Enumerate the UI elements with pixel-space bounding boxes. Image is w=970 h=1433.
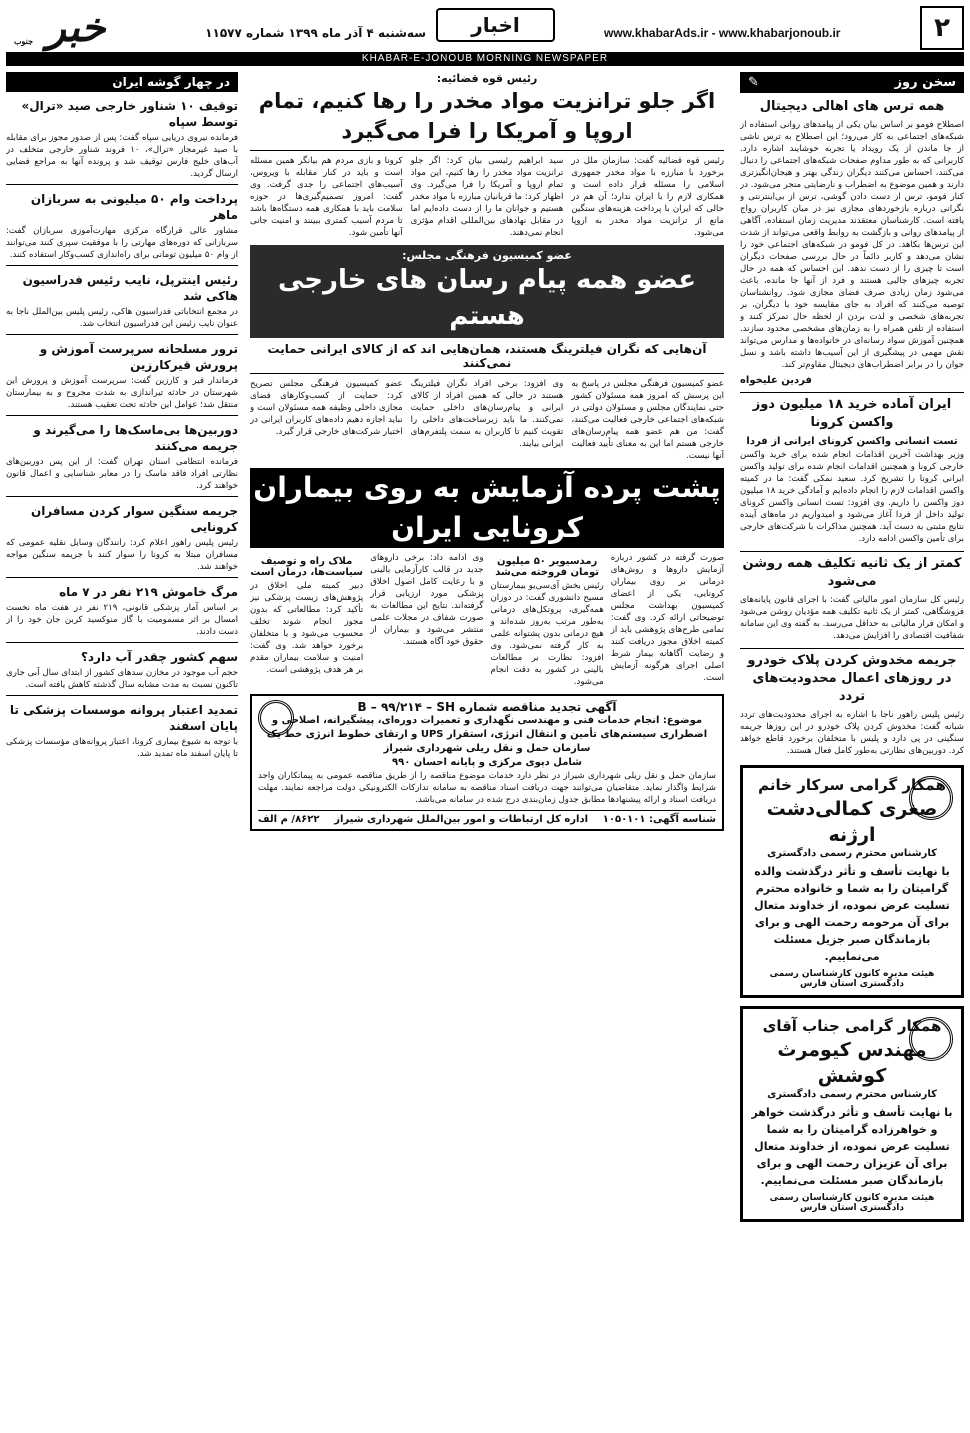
news-divider: [6, 415, 238, 416]
vaccine-body: وزیر بهداشت آخرین اقدامات انجام شده برای خرید واکسن خارجی کرونا و همچنین اقدامات انجام شده برای تولید واکسن ایرانی کرونا را تشریح کرد. سعید نمکی گفت: ما در کمیته واکسن اقدامات لازم را انجام داده‌ایم و آمادگی خرید ۱۸ میلیون دوز واکسن را داریم. وی افزود: تست انسانی واکسن کرونای تولید داخل از فردا آغاز می‌شود و امیدواریم در ماه‌های آینده نتایج مثبتی به دست آید. همچنین مذاکرات با شرکت‌های خارجی برای تأمین واکسن ادامه دارد.: [740, 450, 964, 544]
news-divider: [6, 184, 238, 185]
news-divider: [6, 265, 238, 266]
news-item-headline: توقیف ۱۰ شناور خارجی صید «ترال» توسط سپاه: [21, 99, 238, 129]
news-item-body: در مجمع انتخاباتی فدراسیون هاکی، رئیس پلیس بین‌الملل ناجا به عنوان نایب رئیس این فدراسیون انتخاب شد.: [6, 307, 238, 329]
news-divider: [6, 334, 238, 335]
opinion-tab-label: سخن روز: [894, 75, 956, 90]
association-emblem-icon: [909, 776, 953, 820]
covid-trial-headline: پشت پرده آزمایش به روی بیماران کرونایی ایران: [250, 468, 724, 548]
report-col-1: صورت گرفته در کشور درباره آزمایش داروها و روش‌های درمانی بر روی بیماران کرونایی، یکی از اعضای کمیسیون بهداشت مجلس توضیحاتی ارائه کرد. وی گفت: تمامی طرح‌های پژوهشی باید از کمیته اخلاق مجوز دریافت کنند و رضایت آگاهانه بیمار شرط اصلی اجرای هرگونه آزمایش است.: [610, 553, 724, 683]
strapline: KHABAR-E-JONOUB MORNING NEWSPAPER: [6, 52, 964, 66]
masthead: [6, 3, 964, 51]
notice-role: کارشناس محترم رسمی دادگستری: [767, 848, 937, 859]
covid-trial-article: [250, 552, 724, 688]
lead-body-1: رئیس قوه قضائیه گفت: سازمان ملل در برخورد با مبارزه با مواد مخدر جمهوری اسلامی را مسئله قرار داده است و همکاری لازم را با ایران ندارد؛ آن هم در حالی که ایران با پرداخت هزینه‌های سنگین مانع از ترانزیت مواد مخدر به اروپا می‌شود.: [571, 156, 724, 238]
report-inner-head-2: ملاک راه و توصیف سیاست‌ها، درمان است: [250, 556, 363, 578]
condolence-notice-2: [740, 1006, 964, 1222]
notice-body: با نهایت تأسف و تأثر درگذشت والده گرامیتان را به شما و خانواده محترم تسلیت عرض نموده، از خداوند متعال برای آن مرحومه رحمت الهی و برای بازماندگان صبر جزیل مسئلت می‌نماییم.: [754, 865, 950, 963]
news-item-headline: ترور مسلحانه سرپرست آموزش و پرورش قیرکارزین: [39, 342, 238, 372]
messenger-body-3: عضو کمیسیون فرهنگی مجلس تصریح کرد: حمایت از کسب‌وکارهای فضای مجازی داخلی وظیفه همه مسئولان است و نباید اجازه دهیم داده‌های کاربران ایرانی در اختیار شرکت‌های خارجی قرار گیرد.: [250, 379, 403, 437]
news-item-body: رئیس پلیس راهور اعلام کرد: رانندگان وسایل نقلیه عمومی که مسافران مبتلا به کرونا را سوار کنند با جریمه سنگین مواجه خواهند شد.: [6, 538, 238, 572]
report-inner-head-1: رمدسیویر ۵۰ میلیون تومان فروخته می‌شد: [495, 556, 599, 578]
right-column: [740, 72, 964, 1429]
news-item-headline: دوربین‌ها بی‌ماسک‌ها را می‌گیرند و جریمه می‌کنند: [33, 423, 238, 453]
news-item-headline: سهم کشور چقدر آب دارد؟: [80, 650, 238, 664]
messenger-article: [250, 378, 724, 462]
news-item-headline: جریمه سنگین سوار کردن مسافران کرونایی: [30, 504, 238, 534]
tender-footer: [258, 810, 716, 825]
regional-news-list: [6, 98, 238, 760]
logo-sub: جنوب: [14, 36, 34, 46]
tender-ref: ۸۶۲۲/ م الف: [258, 814, 320, 825]
news-divider: [6, 496, 238, 497]
tender-office: اداره کل ارتباطات و امور بین‌الملل شهرداری شیراز: [334, 814, 589, 825]
messenger-body-2: وی افزود: برخی افراد نگران فیلترینگ هستند در حالی که همین افراد از کالای ایرانی و پیام‌رسان‌های داخلی حمایت نمی‌کنند. ما باید زیرساخت‌های داخلی را تقویت کنیم تا کاربران به سمت پلتفرم‌های ایرانی بیایند.: [410, 379, 564, 449]
news-item-body: فرماندار قیر و کارزین گفت: سرپرست آموزش و پرورش این شهرستان در حادثه تیراندازی به شدت مجروح و به بیمارستان منتقل شد؛ عوامل این حادثه تحت تعقیب هستند.: [6, 376, 238, 410]
notice-role: کارشناس محترم رسمی دادگستری: [767, 1089, 937, 1100]
plate-fine-body: رئیس پلیس راهور ناجا با اشاره به اجرای محدودیت‌های تردد شبانه گفت: مخدوش کردن پلاک خودرو در این روزها جریمه سنگینی در پی دارد و پلیس با متخلفان برخورد قاطع خواهد کرد. دوربین‌های نظارتی به‌طور کامل فعال هستند.: [740, 710, 964, 756]
lead-body-2: سید ابراهیم رئیسی بیان کرد: اگر جلو ترانزیت مواد مخدر را رها کنیم، این مواد تمام اروپا و آمریکا را فرا می‌گیرد. وی اظهار کرد: ما قربانیان مبارزه با مواد مخدر هستیم و جوانان ما را از دست داده‌ایم اما در مقابل نهادهای بین‌المللی اقدام مؤثری انجام نمی‌دهند.: [410, 156, 564, 238]
news-divider: [6, 695, 238, 696]
report-col-2: رئیس بخش آی‌سی‌یو بیمارستان مسیح دانشوری گفت: در دوران همه‌گیری، پروتکل‌های درمانی به‌طور مرتب به‌روز شده‌اند و هیچ درمانی بدون پشتوانه علمی به کار گرفته نمی‌شود. وی افزود: نظارت بر مطالعات بالینی در کشور به دقت انجام می‌شود.: [490, 581, 604, 687]
regional-news-tab: در چهار گوشه ایران: [6, 72, 238, 92]
notice-name: مهندس کیومرث کوشش: [777, 1039, 927, 1087]
news-item-body: بر اساس آمار پزشکی قانونی، ۲۱۹ نفر در هفت ماه نخست امسال بر اثر مسمومیت با گاز منوکسید کربن جان خود را از دست دادند.: [6, 603, 238, 637]
notice-signature: هیئت مدیره کانون کارشناسان رسمی دادگستری استان فارس: [769, 969, 935, 989]
plate-fine-headline: جریمه مخدوش کردن پلاک خودرو در روزهای اعمال محدودیت‌های تردد: [740, 648, 964, 706]
tender-subject: موضوع: انجام خدمات فنی و مهندسی نگهداری و تعمیرات دوره‌ای، پیشگیرانه، اصلاحی و اضطراری سیستم‌های تأمین و انتقال انرژی، استقرار UPS و ارتقای خطوط انرژی خط یک سازمان حمل و نقل ریلی شهرداری شیراز: [266, 715, 708, 754]
lead-article: [250, 155, 724, 239]
news-divider: [6, 642, 238, 643]
news-item-headline: تمدید اعتبار پروانه موسسات پزشکی تا پایان اسفند: [9, 703, 238, 733]
municipality-emblem-icon: [258, 700, 294, 736]
news-item-body: فرمانده انتظامی استان تهران گفت: از این پس دوربین‌های نظارتی افراد فاقد ماسک را در معابر شناسایی و اعمال قانون خواهند کرد.: [6, 457, 238, 491]
pen-icon: ✎: [748, 75, 759, 90]
tender-location: شامل دپوی مرکزی و پایانه احسان ۹۹۰: [392, 757, 582, 768]
association-emblem-icon: [909, 1017, 953, 1061]
news-item-body: با توجه به شیوع بیماری کرونا، اعتبار پروانه‌های مؤسسات پزشکی تا پایان اسفند ماه تمدید شد.: [6, 737, 238, 759]
vaccine-headline: ایران آماده خرید ۱۸ میلیون دوز واکسن کرونا: [740, 392, 964, 432]
tender-advertisement: [250, 694, 724, 831]
opinion-body: اصطلاح فومو بر اساس بیان یکی از پیامدهای روانی استفاده از شبکه‌های اجتماعی به کار می‌رود؛ این اصطلاح به ترس ناشی از جا ماندن از یک رویداد یا تجربه خوشایند اشاره دارد. کاربرانی که به طور مداوم صفحات شبکه‌های اجتماعی را دنبال می‌کنند، احساس می‌کنند دیگران زندگی بهتر و هیجان‌انگیزتری دارند و همین موضوع به اضطراب و نارضایتی منجر می‌شود. در کنار فومو، ترس از دست دادن گوشی، ترس از بی‌اینترنتی و نگرانی درباره بازخوردهای مجازی نیز در میان کاربران رواج یافته است. کارشناسان معتقدند مدیریت زمان استفاده، آگاهی از پیامدهای روانی و بازگشت به روابط واقعی می‌تواند از شدت این ترس‌ها بکاهد. در کل فومو در شبکه‌های اجتماعی خود را نشان می‌دهد و کاربر دائماً در حال بررسی صفحات دیگران است تا چیزی را از دست ندهد. این احساس که همه در حال تجربه چیزهای جالبی هستند و فرد از آنها جا مانده، باعث می‌شود زمان زیادی صرف فضای مجازی شود. روانشناسان توصیه می‌کنند که افراد به جای مقایسه خود با دیگران، بر تجربه‌های شخصی و لذت بردن از لحظه حال تمرکز کنند و استفاده از تلفن همراه را به زمان‌های مشخصی محدود سازند. همچنین آموزش سواد رسانه‌ای در خانواده‌ها و مدارس می‌تواند نقش مهمی در پیشگیری از این آسیب‌ها داشته باشد و نسل جوان را در برابر اضطراب‌های دیجیتال مقاوم‌تر کند.: [740, 120, 964, 370]
logo-text: خبر: [46, 3, 106, 51]
center-column: [250, 72, 724, 1429]
news-divider: [6, 577, 238, 578]
section-title: اخبار: [436, 8, 555, 42]
vaccine-subhead: تست انسانی واکسن کرونای ایرانی از فردا: [746, 436, 958, 447]
news-item-body: فرمانده نیروی دریایی سپاه گفت: پس از صدور مجوز برای مقابله با صید غیرمجاز «ترال»، ۱۰ فروند شناور خارجی متخلف در آب‌های خلیج فارس توقیف شد و پرونده آنها به مراجع قضایی ارسال گردید.: [6, 133, 238, 179]
lead-body-3: کرونا و بازی مردم هم بیانگر همین مسئله است و باید در کنار مقابله با ویروس، آسیب‌های اجتماعی را جدی گرفت. وی گفت: امروز تصمیم‌گیری‌ها در حوزه سلامت باید با همکاری همه دستگاه‌ها باشد تا مردم آسیب کمتری ببینند و امنیت جانی آنها تأمین شود.: [250, 156, 403, 238]
opinion-author: فردین علیخواه: [740, 375, 812, 386]
tax-body: رئیس کل سازمان امور مالیاتی گفت: با اجرای قانون پایانه‌های فروشگاهی، کمتر از یک ثانیه تکلیف همه مؤدیان روشن می‌شود و امکان فرار مالیاتی به حداقل می‌رسد. به گفته وی این سامانه شفافیت اقتصادی را افزایش می‌دهد.: [740, 595, 964, 641]
notice-name: صغری کمالی‌دشت ارژنه: [766, 798, 938, 846]
opinion-headline: همه ترس های اهالی دیجیتال: [759, 99, 945, 114]
condolence-notice-1: [740, 765, 964, 998]
news-item-headline: مرگ خاموش ۲۱۹ نفر در ۷ ماه: [59, 585, 238, 599]
tender-title: آگهی تجدید مناقصه شماره B – ۹۹/۲۱۴ – SH: [357, 700, 617, 714]
page-number: ۲: [920, 6, 964, 50]
notice-title: همکار گرامی جناب آقای: [762, 1017, 942, 1035]
notice-title: همکار گرامی سرکار خانم: [758, 776, 946, 794]
news-item-headline: رئیس اینترپل، نایب رئیس فدراسیون هاکی شد: [22, 273, 238, 303]
opinion-tab: [740, 72, 964, 93]
news-item-headline: پرداخت وام ۵۰ میلیونی به سربازان ماهر: [30, 192, 238, 222]
messenger-body-1: عضو کمیسیون فرهنگی مجلس در پاسخ به این پرسش که امروز همه مسئولان کشور حتی نمایندگان مجلس و مسئولان دولتی در شبکه‌های اجتماعی خارجی فعالیت می‌کنند، گفت: من هم عضو همه پیام‌رسان‌های خارجی هستم اما این به معنای تأیید فعالیت آنها نیست.: [571, 379, 724, 461]
lead-headline: اگر جلو ترانزیت مواد مخدر را رها کنیم، تمام اروپا و آمریکا را فرا می‌گیرد: [250, 86, 724, 151]
tax-headline: کمتر از یک ثانیه تکلیف همه روشن می‌شود: [740, 551, 964, 591]
report-col-4: دبیر کمیته ملی اخلاق در پژوهش‌های زیست پزشکی نیز تأکید کرد: مطالعاتی که بدون مجوز انجام شوند تخلف محسوب می‌شود و با متخلفان برخورد خواهد شد. وی گفت: امنیت و سلامت بیماران مقدم بر هر هدف پژوهشی است.: [250, 581, 364, 675]
report-col-3: وی ادامه داد: برخی داروهای جدید در قالب کارآزمایی بالینی و با رعایت کامل اصول اخلاق پزشکی مورد ارزیابی قرار گرفته‌اند. نتایج این مطالعات به صورت شفاف در مجلات علمی منتشر می‌شود و بیماران از حقوق خود آگاه هستند.: [370, 553, 484, 647]
messenger-banner: [250, 245, 724, 338]
notice-body: با نهایت تأسف و تأثر درگذشت خواهر و خواهرزاده گرامیتان را به شما تسلیت عرض نموده، از خداوند متعال برای آن عزیزان رحمت الهی و برای بازماندگان صبر مسئلت می‌نماییم.: [751, 1106, 953, 1187]
news-item-body: حجم آب موجود در مخازن سدهای کشور از ابتدای سال آبی جاری تاکنون نسبت به مدت مشابه سال گذشته کاهش یافته است.: [6, 668, 238, 690]
site-urls[interactable]: www.khabarAds.ir - www.khabarjonoub.ir: [604, 26, 841, 40]
issue-date-line: سه‌شنبه ۴ آذر ماه ۱۳۹۹ شماره ۱۱۵۷۷: [205, 26, 426, 40]
messenger-subhead: آن‌هایی که نگران فیلترینگ هستند، همان‌هایی اند که از کالای ایرانی حمایت نمی‌کنند: [250, 342, 724, 374]
tender-body: سازمان حمل و نقل ریلی شهرداری شیراز در نظر دارد خدمات موضوع مناقصه را از طریق مناقصه عمومی به پیمانکاران واجد شرایط واگذار نماید. متقاضیان می‌توانند جهت دریافت اسناد مناقصه به سامانه تدارکات الکترونیکی دولت مراجعه نمایند. مهلت دریافت اسناد و ارائه پیشنهادها مطابق جدول زمان‌بندی درج شده در سامانه می‌باشد.: [258, 771, 716, 805]
notice-signature: هیئت مدیره کانون کارشناسان رسمی دادگستری استان فارس: [769, 1193, 935, 1213]
lead-kicker: رئیس قوه قضائیه:: [436, 72, 538, 85]
newspaper-logo: [6, 3, 146, 51]
news-item-body: مشاور عالی قرارگاه مرکزی مهارت‌آموزی سربازان گفت: سربازانی که دوره‌های مهارتی را با موفقیت سپری کنند می‌توانند از وام ۵۰ میلیون تومانی برای راه‌اندازی کسب‌وکار استفاده کنند.: [6, 226, 238, 260]
messenger-headline: عضو همه پیام رسان های خارجی هستم: [278, 265, 696, 331]
messenger-kicker: عضو کمیسیون فرهنگی مجلس:: [402, 249, 572, 262]
tender-code: شناسه آگهی: ۱۰۵۰۱۰۱: [602, 814, 716, 825]
left-column: [6, 72, 238, 1429]
